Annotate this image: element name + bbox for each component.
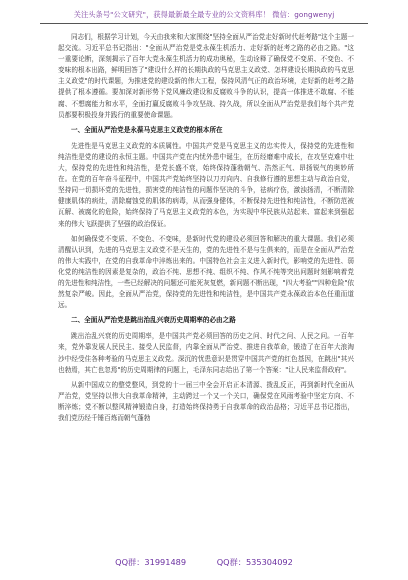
section-heading-2: 二、全面从严治党是跳出治乱兴衰历史周期率的必由之路 xyxy=(71,316,236,325)
section-heading-1: 一、全面从严治党是永葆马克思主义政党的根本所在 xyxy=(71,125,223,134)
paragraph-section1-a: 先进性是马克思主义政党的本质属性。中国共产党是马克思主义的忠实传人，保持党的先进性和纯洁性是党的建设的永恒主题。中国共产党在内忧外患中诞生，在历经磨难中成长，在攻坚克难中壮大，保持党的先进性和纯洁性，是党长盛不衰，始终保持蓬勃朝气、浩然正气、昂扬锐气的奥妙所在。在党的百年奋斗征程中，中国共产党始终坚持以刀刃向内、自我修行遵的思想主动与政治自觉，坚持同一切损坏党的先进性，损害党的纯洁性的问题作坚决的斗争，祛病疗伤，激浊扬清，不断清除健康肌体的病灶，清除腐蚀党的肌体的病毒，从而强身健体，不断保持先进性和纯洁性，不断防范被瓦解、被腐化的危险，始终保持了马克思主义政党的本色，为实现中华民族从站起来、富起来到强起来的伟大飞跃提供了坚强的政治保证。 xyxy=(58,141,354,228)
page-header: 关注头条号"公文研究"，获得最新最全最专业的公文资料库！ 微信：gongwenyj xyxy=(73,10,335,19)
paragraph-section1-b: 如何确保党不变质、不变色、不变味，是新时代党的建设必须回答和解决的重大课题。我们必须清醒认识到，先进的马克思主义政党不是天生的，党的先进性不是与生俱来的，而是在全面从严治党的伟大实践中，在党的自我革命中淬炼出来的。中国特色社会主义进入新时代，影响党的先进性、弱化党的纯洁性的因素是复杂的，政治不纯、思想不纯、组织不纯、作风不纯等突出问题时刻影响着党的先进性和纯洁性，一些已经解决的问题还可能死灰复燃，新问题不断出现，"四大考验""四种危险"依然复杂严峻。因此，全面从严治党，保持党的先进性和纯洁性，是中国共产党永葆政治本色任重而道远。 xyxy=(58,234,354,310)
paragraph-intro: 同志们，根据学习计划，今天由我来和大家围绕"坚持全面从严治党走好新时代赶考路"这个主题一起交流。习近平总书记指出："全面从严治党是党永葆生机活力、走好新的赶考之路的必由之路。"这一重要论断，深刻揭示了百年大党永葆生机活力的成功奥秘，生动诠释了确保党不变质、不变色、不变味的根本出路，鲜明回答了"建设什么样的长期执政的马克思主义政党、怎样建设长期执政的马克思主义政党"的时代课题，为推进党的建设新的伟大工程，保持风清气正的政治环境，走好新的赶考之路提供了根本遵循。要加深对新形势下党风廉政建设和反腐败斗争的认识，提高一体推进不敢腐、不能腐、不想腐能力和水平，全面打赢反腐败斗争攻坚战、持久战，所以全面从严治党是我们每个共产党员都要积极投身并践行的重要使命课题。 xyxy=(58,33,355,119)
header-divider xyxy=(40,23,368,24)
page-footer xyxy=(0,557,408,568)
document-body xyxy=(58,32,354,428)
paragraph-section2-a: 跳出治乱兴衰的历史周期率，是中国共产党必须回答的历史之问、时代之问、人民之问。一百年来，党外靠发展人民民主、接受人民监督，内靠全面从严治党、推进自我革命，锻造了在百年大浪淘沙中经受住各种考验的马克思主义政党。深沉的忧患意识是贯穿中国共产党的红色基因，在跳出"其兴也勃焉，其亡也忽焉"的历史周期律的问题上，毛泽东同志给出了第一个答案："让人民来监督政府"。 xyxy=(58,332,354,374)
paragraph-section2-b: 从新中国成立的整党整风，到党的十一届三中全会开启正本清源、拨乱反正，再到新时代全面从严治党，党坚持以伟大自我革命精神，主动跨过一个又一个关口，确保党在风雨考验中坚定方向、不断淬炼；党不断以整风精神锻造自身，打造始终保持勇于自我革命的政治品格；习近平总书记指出，我们党历经千锤百炼而朝气蓬勃 xyxy=(58,380,354,422)
qq-group-1: QQ群：31991489 xyxy=(115,557,187,567)
qq-group-2: QQ群：535304092 xyxy=(216,557,293,567)
